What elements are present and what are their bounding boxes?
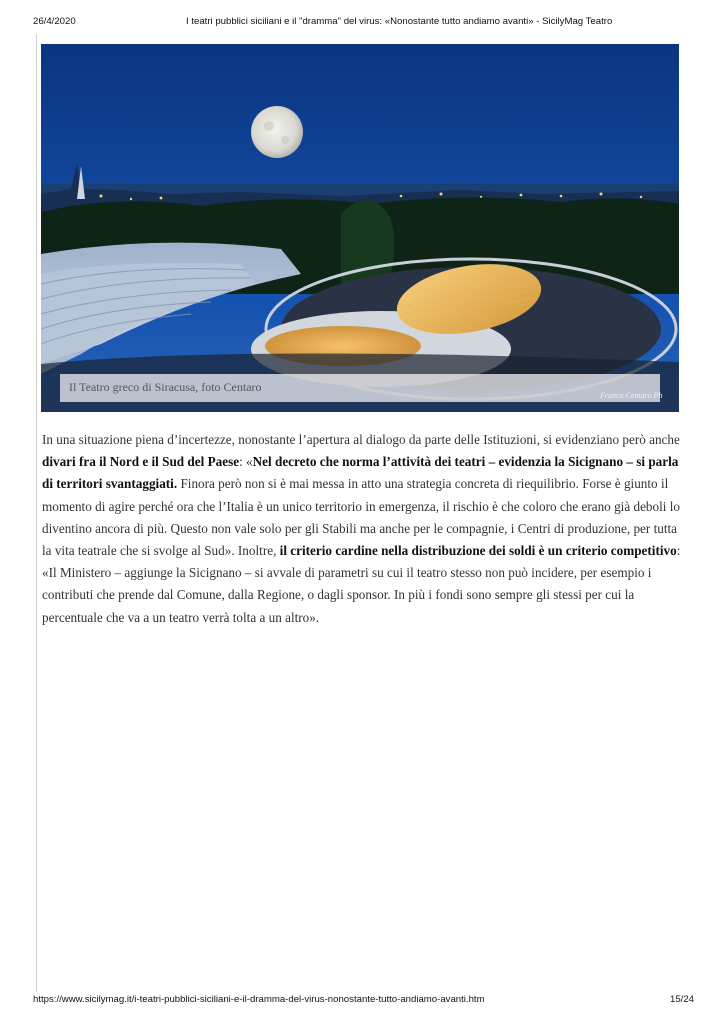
article-paragraph [42, 429, 682, 629]
theatre-photo-illustration [41, 44, 679, 412]
print-page-title: I teatri pubblici siciliani e il "dramma" del virus: «Nonostante tutto andiamo avanti» - SicilyMag Teatro [186, 16, 613, 27]
text-run: Finora però non si è mai messa in atto una strategia concreta di riequilibrio. Forse è giunto il momento di agire perché ora che l’Italia è un unico territorio in emergenza, il rischio è che coloro che erano già deboli lo diventino ancora di più. Questo non vale solo per gli Stabili ma anche per le compagnie, i Centri di produzione, per tutta la vita teatrale che si svolge al Sud». Inoltre, [42, 476, 680, 559]
text-run: In una situazione piena d’incertezze, nonostante l’apertura al dialogo da parte delle Istituzioni, si evidenziano però anche [42, 432, 680, 447]
photo-caption: Il Teatro greco di Siracusa, foto Centaro [69, 380, 262, 394]
print-header [0, 16, 724, 30]
photo-credit: Franco Centaro Ph [600, 391, 663, 400]
print-footer [0, 994, 724, 1008]
print-page-number: 15/24 [669, 994, 694, 1005]
print-url: https://www.sicilymag.it/i-teatri-pubblici-siciliani-e-il-dramma-del-virus-nonostante-tutto-andiamo-avanti.htm [33, 994, 485, 1005]
photo-caption-box [60, 374, 660, 402]
text-run: : « [239, 454, 253, 470]
print-date: 26/4/2020 [33, 16, 76, 27]
left-rule [36, 34, 37, 992]
bold-run: il criterio cardine nella distribuzione dei soldi è un criterio competitivo [279, 543, 677, 559]
bold-run: Nel decreto che norma l’attività dei teatri – evidenzia la Sicignano – si parla di territori svantaggiati. [42, 454, 679, 492]
theatre-photo [41, 44, 679, 412]
text-run: : «Il Ministero – aggiunge la Sicignano – si avvale di parametri su cui il teatro stesso non può incidere, per esempio i contributi che prende dal Comune, dalla Regione, o dagli sponsor. In più i fondi sono sempre gli stessi per cui la percentuale che va a un teatro verrà tolta a un altro». [42, 543, 681, 625]
bold-run: divari fra il Nord e il Sud del Paese [42, 454, 240, 470]
article-body [42, 429, 682, 629]
